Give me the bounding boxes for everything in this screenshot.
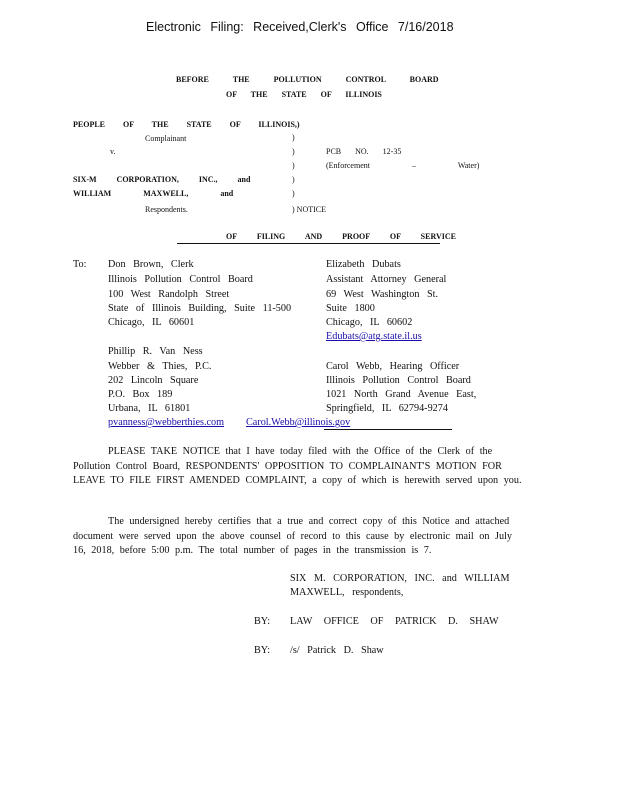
email-link-webb[interactable]: Carol.Webb@illinois.gov: [246, 417, 351, 428]
recipient-dubats-line: Chicago, IL 60602: [326, 317, 413, 328]
caption-paren: ): [292, 133, 295, 142]
by-label-2: BY:: [254, 645, 271, 656]
caption-paren: ): [292, 161, 295, 170]
email-link-vanness[interactable]: pvanness@webberthies.com: [108, 417, 225, 428]
signature-party-line1: SIX M. CORPORATION, INC. and WILLIAM: [290, 573, 510, 584]
law-firm-name: LAW OFFICE OF PATRICK D. SHAW: [290, 616, 499, 627]
caption-paren: ): [292, 189, 295, 198]
recipient-dubats-line: Assistant Attorney General: [326, 274, 447, 285]
caption-respondent-line1: SIX-M CORPORATION, INC., and: [73, 175, 251, 184]
signature-party-line2: MAXWELL, respondents,: [290, 587, 404, 598]
recipient-vanness-line: Urbana, IL 61801: [108, 403, 191, 414]
email-link-dubats[interactable]: Edubats@atg.state.il.us: [326, 331, 422, 342]
recipient-clerk-line: Don Brown, Clerk: [108, 259, 194, 270]
recipient-clerk-line: Illinois Pollution Control Board: [108, 274, 253, 285]
signer-name: /s/ Patrick D. Shaw: [290, 645, 384, 656]
recipient-vanness-line: 202 Lincoln Square: [108, 375, 199, 386]
caption-notice-start: ) NOTICE: [292, 205, 326, 214]
recipient-vanness-line: Webber & Thies, P.C.: [108, 361, 212, 372]
recipient-vanness-line: Phillip R. Van Ness: [108, 346, 203, 357]
certify-paragraph: The undersigned hereby certifies that a true and correct copy of this Notice and attached document were served upon the above counsel of record to this cause by electronic mail on July 16, 2018, before 5:00 p.m. The total number of pages in the transmission is 7.: [73, 516, 512, 556]
to-label: To:: [73, 259, 87, 270]
notice-paragraph: PLEASE TAKE NOTICE that I have today filed with the Office of the Clerk of the Pollution Control Board, RESPONDENTS' OPPOSITION TO COMPLAINANT'S MOTION FOR LEAVE TO FILE FIRST AMENDED COMPLAINT, a copy of which is herewith served upon you.: [73, 446, 522, 486]
recipient-clerk-line: State of Illinois Building, Suite 11-500: [108, 303, 292, 314]
filing-stamp: Electronic Filing: Received,Clerk's Office 7/16/2018: [146, 20, 454, 34]
recipient-webb-line: Carol Webb, Hearing Officer: [326, 361, 460, 372]
by-label: BY:: [254, 616, 271, 627]
recipient-dubats-line: Elizabeth Dubats: [326, 259, 401, 270]
recipient-dubats-line: 69 West Washington St.: [326, 289, 439, 300]
caption-enforcement: (Enforcement – Water): [326, 161, 480, 170]
caption-complainant: Complainant: [145, 134, 187, 143]
recipient-clerk-line: Chicago, IL 60601: [108, 317, 195, 328]
caption-paren: ): [292, 147, 295, 156]
recipient-webb-line: Illinois Pollution Control Board: [326, 375, 471, 386]
recipient-webb-line: Springfield, IL 62794-9274: [326, 403, 448, 414]
board-title-line2: OF THE STATE OF ILLINOIS: [226, 90, 382, 99]
caption-respondent-line2: WILLIAM MAXWELL, and: [73, 189, 234, 198]
caption-paren: ): [292, 175, 295, 184]
caption-respondents: Respondents.: [145, 205, 188, 214]
email-underline-extension: [324, 429, 452, 430]
caption-versus: v.: [110, 147, 116, 156]
recipient-webb-line: 1021 North Grand Avenue East,: [326, 389, 477, 400]
caption-people: PEOPLE OF THE STATE OF ILLINOIS,): [73, 120, 300, 129]
caption-pcb-no: PCB NO. 12-35: [326, 147, 402, 156]
notice-title-underline: [177, 243, 440, 244]
recipient-clerk-line: 100 West Randolph Street: [108, 289, 230, 300]
recipient-vanness-line: P.O. Box 189: [108, 389, 173, 400]
recipient-dubats-line: Suite 1800: [326, 303, 375, 314]
board-title-line1: BEFORE THE POLLUTION CONTROL BOARD: [176, 75, 439, 84]
notice-title: OF FILING AND PROOF OF SERVICE: [226, 232, 456, 241]
